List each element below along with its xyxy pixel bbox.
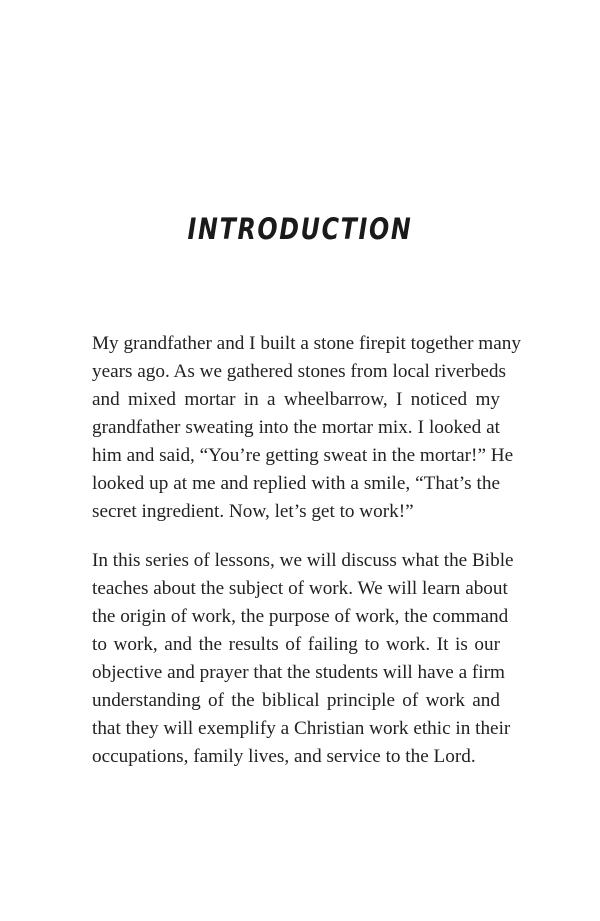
paragraph-line: looked up at me and replied with a smile, “That’s the xyxy=(92,473,500,494)
paragraph-line: to work, and the results of failing to work. It is our xyxy=(92,634,500,655)
paragraph-1 xyxy=(92,330,521,526)
page-title: INTRODUCTION xyxy=(187,212,413,246)
paragraph-line: and mixed mortar in a wheelbarrow, I noticed my xyxy=(92,389,500,410)
paragraph-line: My grandfather and I built a stone firepit together many xyxy=(92,333,521,354)
paragraph-line: years ago. As we gathered stones from local riverbeds xyxy=(92,361,506,382)
paragraph-line: occupations, family lives, and service to the Lord. xyxy=(92,746,476,767)
paragraph-line: him and said, “You’re getting sweat in the mortar!” He xyxy=(92,445,514,466)
paragraph-line: the origin of work, the purpose of work, the command xyxy=(92,606,509,627)
paragraph-line: In this series of lessons, we will discuss what the Bible xyxy=(92,550,514,571)
paragraph-line: that they will exemplify a Christian work ethic in their xyxy=(92,718,511,739)
paragraph-line: teaches about the subject of work. We will learn about xyxy=(92,578,508,599)
paragraph-2 xyxy=(92,547,514,771)
paragraph-line: understanding of the biblical principle of work and xyxy=(92,690,500,711)
paragraph-line: grandfather sweating into the mortar mix. I looked at xyxy=(92,417,500,438)
paragraph-line: objective and prayer that the students will have a firm xyxy=(92,662,505,683)
paragraph-line: secret ingredient. Now, let’s get to work!” xyxy=(92,501,414,522)
